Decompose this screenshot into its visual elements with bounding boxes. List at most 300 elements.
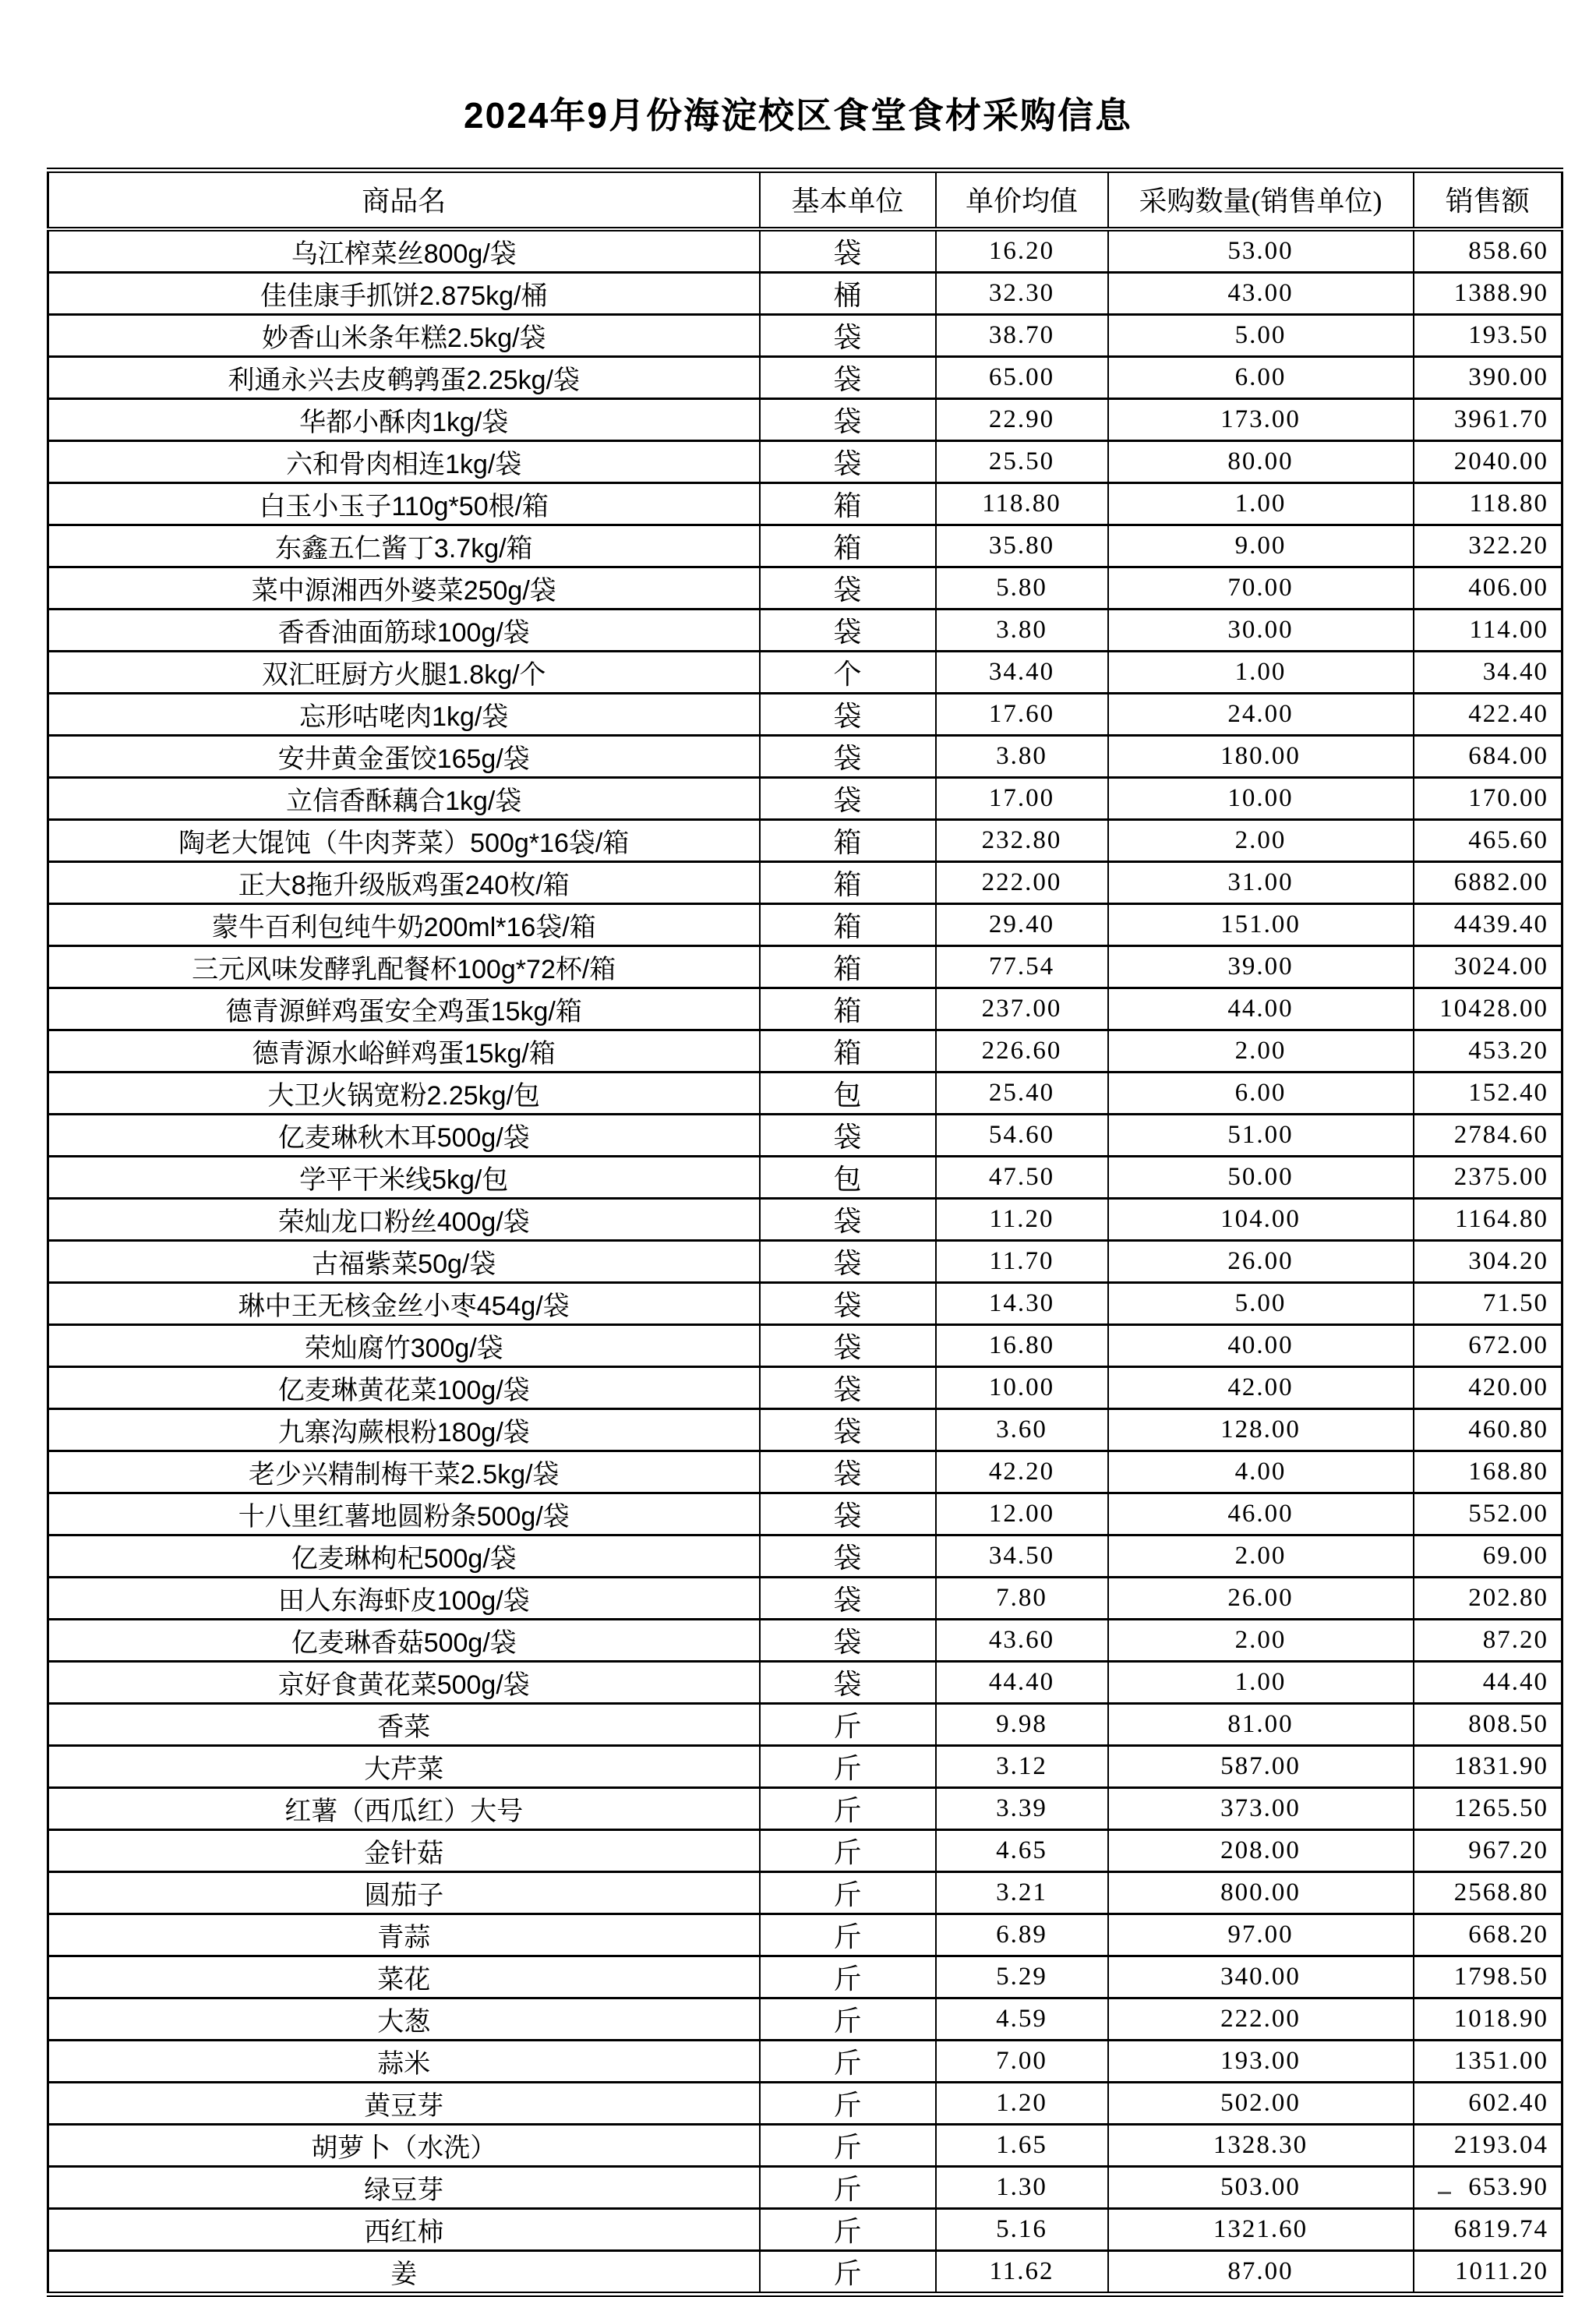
cell-avg-unit-price: 222.00 xyxy=(936,861,1108,903)
table-row xyxy=(48,2082,1562,2124)
cell-base-unit: 袋 xyxy=(760,1408,936,1451)
cell-base-unit: 袋 xyxy=(760,1661,936,1703)
cell-product-name: 西红柿 xyxy=(48,2208,760,2250)
cell-product-name: 六和骨肉相连1kg/袋 xyxy=(48,440,760,482)
cell-sales-amount: 114.00 xyxy=(1414,609,1562,651)
cell-purchase-quantity: 502.00 xyxy=(1108,2082,1414,2124)
cell-base-unit: 袋 xyxy=(760,1493,936,1535)
cell-purchase-quantity: 26.00 xyxy=(1108,1240,1414,1282)
cell-avg-unit-price: 25.50 xyxy=(936,440,1108,482)
cell-product-name: 忘形咕咾肉1kg/袋 xyxy=(48,693,760,735)
cell-base-unit: 袋 xyxy=(760,356,936,398)
cell-product-name: 白玉小玉子110g*50根/箱 xyxy=(48,482,760,525)
col-header-sales-amount: 销售额 xyxy=(1414,171,1562,229)
cell-base-unit: 桶 xyxy=(760,272,936,314)
cell-sales-amount: 6882.00 xyxy=(1414,861,1562,903)
cell-purchase-quantity: 31.00 xyxy=(1108,861,1414,903)
cell-sales-amount: 2193.04 xyxy=(1414,2124,1562,2166)
cell-sales-amount: 87.20 xyxy=(1414,1619,1562,1661)
cell-sales-amount: 1265.50 xyxy=(1414,1787,1562,1829)
cell-product-name: 十八里红薯地圆粉条500g/袋 xyxy=(48,1493,760,1535)
cell-product-name: 东鑫五仁酱丁3.7kg/箱 xyxy=(48,525,760,567)
header-row xyxy=(48,171,1562,229)
table-row xyxy=(48,1661,1562,1703)
table-row xyxy=(48,735,1562,777)
cell-purchase-quantity: 10.00 xyxy=(1108,777,1414,819)
cell-purchase-quantity: 1.00 xyxy=(1108,1661,1414,1703)
cell-avg-unit-price: 5.80 xyxy=(936,567,1108,609)
cell-sales-amount: 10428.00 xyxy=(1414,988,1562,1030)
table-row xyxy=(48,693,1562,735)
cell-product-name: 香香油面筋球100g/袋 xyxy=(48,609,760,651)
cell-purchase-quantity: 587.00 xyxy=(1108,1745,1414,1787)
cell-product-name: 九寨沟蕨根粉180g/袋 xyxy=(48,1408,760,1451)
cell-product-name: 安井黄金蛋饺165g/袋 xyxy=(48,735,760,777)
cell-avg-unit-price: 7.00 xyxy=(936,2040,1108,2082)
cell-product-name: 姜 xyxy=(48,2250,760,2294)
cell-sales-amount: 1831.90 xyxy=(1414,1745,1562,1787)
cell-purchase-quantity: 40.00 xyxy=(1108,1324,1414,1366)
cell-product-name: 菜花 xyxy=(48,1956,760,1998)
cell-base-unit: 斤 xyxy=(760,2166,936,2208)
cell-base-unit: 斤 xyxy=(760,1914,936,1956)
cell-purchase-quantity: 50.00 xyxy=(1108,1156,1414,1198)
table-row xyxy=(48,1577,1562,1619)
cell-sales-amount: 69.00 xyxy=(1414,1535,1562,1577)
cell-product-name: 青蒜 xyxy=(48,1914,760,1956)
table-row xyxy=(48,1745,1562,1787)
cell-base-unit: 袋 xyxy=(760,609,936,651)
table-row xyxy=(48,567,1562,609)
cell-product-name: 陶老大馄饨（牛肉荠菜）500g*16袋/箱 xyxy=(48,819,760,861)
cell-product-name: 胡萝卜（水洗） xyxy=(48,2124,760,2166)
cell-avg-unit-price: 12.00 xyxy=(936,1493,1108,1535)
cell-sales-amount: 420.00 xyxy=(1414,1366,1562,1408)
cell-purchase-quantity: 43.00 xyxy=(1108,272,1414,314)
procurement-table xyxy=(47,168,1563,2297)
col-header-base-unit: 基本单位 xyxy=(760,171,936,229)
cell-base-unit: 袋 xyxy=(760,777,936,819)
cell-product-name: 佳佳康手抓饼2.875kg/桶 xyxy=(48,272,760,314)
table-row xyxy=(48,1030,1562,1072)
table-row xyxy=(48,1408,1562,1451)
cell-base-unit: 箱 xyxy=(760,988,936,1030)
cell-avg-unit-price: 38.70 xyxy=(936,314,1108,356)
cell-base-unit: 斤 xyxy=(760,1787,936,1829)
cell-product-name: 大卫火锅宽粉2.25kg/包 xyxy=(48,1072,760,1114)
cell-sales-amount: 552.00 xyxy=(1414,1493,1562,1535)
cell-base-unit: 箱 xyxy=(760,482,936,525)
cell-base-unit: 袋 xyxy=(760,229,936,273)
table-row xyxy=(48,1198,1562,1240)
table-row xyxy=(48,440,1562,482)
cell-product-name: 德青源水峪鲜鸡蛋15kg/箱 xyxy=(48,1030,760,1072)
cell-base-unit: 箱 xyxy=(760,525,936,567)
cell-sales-amount: 1164.80 xyxy=(1414,1198,1562,1240)
cell-product-name: 红薯（西瓜红）大号 xyxy=(48,1787,760,1829)
table-row xyxy=(48,229,1562,273)
cell-base-unit: 袋 xyxy=(760,1619,936,1661)
cell-purchase-quantity: 173.00 xyxy=(1108,398,1414,440)
table-row xyxy=(48,609,1562,651)
cell-avg-unit-price: 77.54 xyxy=(936,945,1108,988)
cell-avg-unit-price: 43.60 xyxy=(936,1619,1108,1661)
cell-avg-unit-price: 10.00 xyxy=(936,1366,1108,1408)
cell-base-unit: 斤 xyxy=(760,1956,936,1998)
cell-product-name: 京好食黄花菜500g/袋 xyxy=(48,1661,760,1703)
cell-product-name: 大葱 xyxy=(48,1998,760,2040)
table-row xyxy=(48,525,1562,567)
cell-purchase-quantity: 800.00 xyxy=(1108,1871,1414,1914)
table-row xyxy=(48,2208,1562,2250)
cell-base-unit: 袋 xyxy=(760,1282,936,1324)
cell-sales-amount: 422.40 xyxy=(1414,693,1562,735)
table-row xyxy=(48,1324,1562,1366)
cell-base-unit: 箱 xyxy=(760,1030,936,1072)
table-row xyxy=(48,1914,1562,1956)
cell-avg-unit-price: 29.40 xyxy=(936,903,1108,945)
cell-base-unit: 斤 xyxy=(760,1998,936,2040)
cell-purchase-quantity: 24.00 xyxy=(1108,693,1414,735)
cell-purchase-quantity: 5.00 xyxy=(1108,314,1414,356)
cell-purchase-quantity: 46.00 xyxy=(1108,1493,1414,1535)
cell-sales-amount: 304.20 xyxy=(1414,1240,1562,1282)
cell-base-unit: 斤 xyxy=(760,2040,936,2082)
cell-sales-amount: 152.40 xyxy=(1414,1072,1562,1114)
cell-purchase-quantity: 4.00 xyxy=(1108,1451,1414,1493)
table-row xyxy=(48,2250,1562,2294)
cell-purchase-quantity: 80.00 xyxy=(1108,440,1414,482)
cell-purchase-quantity: 2.00 xyxy=(1108,819,1414,861)
cell-avg-unit-price: 16.20 xyxy=(936,229,1108,273)
cell-avg-unit-price: 34.40 xyxy=(936,651,1108,693)
cell-avg-unit-price: 9.98 xyxy=(936,1703,1108,1745)
cell-sales-amount: 1011.20 xyxy=(1414,2250,1562,2294)
table-row xyxy=(48,1787,1562,1829)
cell-base-unit: 袋 xyxy=(760,1198,936,1240)
cell-avg-unit-price: 3.12 xyxy=(936,1745,1108,1787)
cell-avg-unit-price: 1.65 xyxy=(936,2124,1108,2166)
cell-product-name: 古福紫菜50g/袋 xyxy=(48,1240,760,1282)
cell-purchase-quantity: 1321.60 xyxy=(1108,2208,1414,2250)
cell-avg-unit-price: 5.29 xyxy=(936,1956,1108,1998)
cell-purchase-quantity: 53.00 xyxy=(1108,229,1414,273)
cell-avg-unit-price: 16.80 xyxy=(936,1324,1108,1366)
cell-avg-unit-price: 14.30 xyxy=(936,1282,1108,1324)
cell-purchase-quantity: 81.00 xyxy=(1108,1703,1414,1745)
cell-purchase-quantity: 42.00 xyxy=(1108,1366,1414,1408)
cell-base-unit: 斤 xyxy=(760,2250,936,2294)
cell-base-unit: 袋 xyxy=(760,567,936,609)
cell-avg-unit-price: 44.40 xyxy=(936,1661,1108,1703)
cell-avg-unit-price: 3.80 xyxy=(936,609,1108,651)
cell-base-unit: 包 xyxy=(760,1072,936,1114)
cell-sales-amount: 453.20 xyxy=(1414,1030,1562,1072)
cell-base-unit: 袋 xyxy=(760,735,936,777)
table-row xyxy=(48,2040,1562,2082)
col-header-purchase-quantity: 采购数量(销售单位) xyxy=(1108,171,1414,229)
cell-sales-amount: 4439.40 xyxy=(1414,903,1562,945)
table-row xyxy=(48,1366,1562,1408)
table-row xyxy=(48,988,1562,1030)
cell-avg-unit-price: 237.00 xyxy=(936,988,1108,1030)
cell-purchase-quantity: 128.00 xyxy=(1108,1408,1414,1451)
table-row xyxy=(48,819,1562,861)
cell-avg-unit-price: 11.70 xyxy=(936,1240,1108,1282)
cell-product-name: 乌江榨菜丝800g/袋 xyxy=(48,229,760,273)
cell-avg-unit-price: 17.60 xyxy=(936,693,1108,735)
cell-purchase-quantity: 222.00 xyxy=(1108,1998,1414,2040)
cell-sales-amount: 322.20 xyxy=(1414,525,1562,567)
cell-base-unit: 袋 xyxy=(760,1451,936,1493)
cell-purchase-quantity: 340.00 xyxy=(1108,1956,1414,1998)
cell-purchase-quantity: 6.00 xyxy=(1108,1072,1414,1114)
cell-sales-amount: 34.40 xyxy=(1414,651,1562,693)
table-row xyxy=(48,1156,1562,1198)
cell-base-unit: 斤 xyxy=(760,1871,936,1914)
cell-avg-unit-price: 4.65 xyxy=(936,1829,1108,1871)
cell-base-unit: 斤 xyxy=(760,2124,936,2166)
cell-avg-unit-price: 35.80 xyxy=(936,525,1108,567)
cell-purchase-quantity: 151.00 xyxy=(1108,903,1414,945)
table-header xyxy=(48,171,1562,229)
cell-avg-unit-price: 3.39 xyxy=(936,1787,1108,1829)
cell-avg-unit-price: 226.60 xyxy=(936,1030,1108,1072)
cell-avg-unit-price: 34.50 xyxy=(936,1535,1108,1577)
cell-sales-amount: 202.80 xyxy=(1414,1577,1562,1619)
table-row xyxy=(48,2124,1562,2166)
cell-purchase-quantity: 373.00 xyxy=(1108,1787,1414,1829)
cell-purchase-quantity: 30.00 xyxy=(1108,609,1414,651)
cell-purchase-quantity: 2.00 xyxy=(1108,1619,1414,1661)
cell-avg-unit-price: 1.30 xyxy=(936,2166,1108,2208)
cell-sales-amount: 6819.74 xyxy=(1414,2208,1562,2250)
cell-purchase-quantity: 1328.30 xyxy=(1108,2124,1414,2166)
cell-product-name: 田人东海虾皮100g/袋 xyxy=(48,1577,760,1619)
table-row xyxy=(48,945,1562,988)
cell-base-unit: 袋 xyxy=(760,398,936,440)
cell-product-name: 学平干米线5kg/包 xyxy=(48,1156,760,1198)
cell-base-unit: 箱 xyxy=(760,945,936,988)
table-row xyxy=(48,314,1562,356)
cell-avg-unit-price: 47.50 xyxy=(936,1156,1108,1198)
cell-avg-unit-price: 3.80 xyxy=(936,735,1108,777)
cell-sales-amount: 653.90 xyxy=(1414,2166,1562,2208)
cell-base-unit: 箱 xyxy=(760,861,936,903)
cell-avg-unit-price: 4.59 xyxy=(936,1998,1108,2040)
cell-avg-unit-price: 1.20 xyxy=(936,2082,1108,2124)
cell-product-name: 蒙牛百利包纯牛奶200ml*16袋/箱 xyxy=(48,903,760,945)
cell-avg-unit-price: 11.62 xyxy=(936,2250,1108,2294)
cell-purchase-quantity: 208.00 xyxy=(1108,1829,1414,1871)
cell-purchase-quantity: 180.00 xyxy=(1108,735,1414,777)
cell-purchase-quantity: 5.00 xyxy=(1108,1282,1414,1324)
cell-base-unit: 袋 xyxy=(760,314,936,356)
cell-purchase-quantity: 39.00 xyxy=(1108,945,1414,988)
cell-sales-amount: 170.00 xyxy=(1414,777,1562,819)
col-header-product-name: 商品名 xyxy=(48,171,760,229)
cell-sales-amount: 44.40 xyxy=(1414,1661,1562,1703)
cell-base-unit: 袋 xyxy=(760,1366,936,1408)
cell-product-name: 华都小酥肉1kg/袋 xyxy=(48,398,760,440)
cell-sales-amount: 193.50 xyxy=(1414,314,1562,356)
cell-purchase-quantity: 1.00 xyxy=(1108,651,1414,693)
table-row xyxy=(48,1703,1562,1745)
table-row xyxy=(48,482,1562,525)
table-row xyxy=(48,1871,1562,1914)
cell-product-name: 荣灿腐竹300g/袋 xyxy=(48,1324,760,1366)
cell-base-unit: 斤 xyxy=(760,1829,936,1871)
cell-product-name: 亿麦琳枸杞500g/袋 xyxy=(48,1535,760,1577)
cell-avg-unit-price: 3.60 xyxy=(936,1408,1108,1451)
table-row xyxy=(48,398,1562,440)
cell-sales-amount: 465.60 xyxy=(1414,819,1562,861)
table-row xyxy=(48,1829,1562,1871)
cell-purchase-quantity: 87.00 xyxy=(1108,2250,1414,2294)
cell-sales-amount: 672.00 xyxy=(1414,1324,1562,1366)
cell-sales-amount: 668.20 xyxy=(1414,1914,1562,1956)
table-row xyxy=(48,356,1562,398)
cell-base-unit: 袋 xyxy=(760,1535,936,1577)
cell-base-unit: 袋 xyxy=(760,1324,936,1366)
cell-avg-unit-price: 6.89 xyxy=(936,1914,1108,1956)
table-row xyxy=(48,1998,1562,2040)
table-row xyxy=(48,1956,1562,1998)
cell-product-name: 利通永兴去皮鹌鹑蛋2.25kg/袋 xyxy=(48,356,760,398)
cell-sales-amount: 1388.90 xyxy=(1414,272,1562,314)
cell-sales-amount: 602.40 xyxy=(1414,2082,1562,2124)
cell-base-unit: 斤 xyxy=(760,2082,936,2124)
cell-avg-unit-price: 3.21 xyxy=(936,1871,1108,1914)
table-row xyxy=(48,1535,1562,1577)
cell-base-unit: 斤 xyxy=(760,1703,936,1745)
cell-sales-amount: 1351.00 xyxy=(1414,2040,1562,2082)
cell-product-name: 菜中源湘西外婆菜250g/袋 xyxy=(48,567,760,609)
table-row xyxy=(48,651,1562,693)
cell-base-unit: 包 xyxy=(760,1156,936,1198)
col-header-avg-unit-price: 单价均值 xyxy=(936,171,1108,229)
cell-purchase-quantity: 104.00 xyxy=(1108,1198,1414,1240)
cell-purchase-quantity: 97.00 xyxy=(1108,1914,1414,1956)
cell-product-name: 圆茄子 xyxy=(48,1871,760,1914)
cell-avg-unit-price: 5.16 xyxy=(936,2208,1108,2250)
cell-sales-amount: 858.60 xyxy=(1414,229,1562,273)
table-row xyxy=(48,272,1562,314)
cell-purchase-quantity: 2.00 xyxy=(1108,1535,1414,1577)
cell-sales-amount: 2040.00 xyxy=(1414,440,1562,482)
cell-product-name: 黄豆芽 xyxy=(48,2082,760,2124)
cell-product-name: 琳中王无核金丝小枣454g/袋 xyxy=(48,1282,760,1324)
cell-product-name: 立信香酥藕合1kg/袋 xyxy=(48,777,760,819)
cell-purchase-quantity: 1.00 xyxy=(1108,482,1414,525)
cell-product-name: 亿麦琳秋木耳500g/袋 xyxy=(48,1114,760,1156)
cell-avg-unit-price: 65.00 xyxy=(936,356,1108,398)
table-row xyxy=(48,2166,1562,2208)
cell-sales-amount: 3024.00 xyxy=(1414,945,1562,988)
cell-avg-unit-price: 42.20 xyxy=(936,1451,1108,1493)
cell-purchase-quantity: 44.00 xyxy=(1108,988,1414,1030)
cell-product-name: 亿麦琳黄花菜100g/袋 xyxy=(48,1366,760,1408)
cell-product-name: 亿麦琳香菇500g/袋 xyxy=(48,1619,760,1661)
table-row xyxy=(48,1282,1562,1324)
cell-purchase-quantity: 9.00 xyxy=(1108,525,1414,567)
cell-base-unit: 斤 xyxy=(760,2208,936,2250)
cell-sales-amount: 3961.70 xyxy=(1414,398,1562,440)
cell-avg-unit-price: 32.30 xyxy=(936,272,1108,314)
table-row xyxy=(48,903,1562,945)
cell-sales-amount: 2784.60 xyxy=(1414,1114,1562,1156)
cell-sales-amount: 1798.50 xyxy=(1414,1956,1562,1998)
cell-product-name: 金针菇 xyxy=(48,1829,760,1871)
cell-avg-unit-price: 25.40 xyxy=(936,1072,1108,1114)
table-row xyxy=(48,1451,1562,1493)
cell-product-name: 老少兴精制梅干菜2.5kg/袋 xyxy=(48,1451,760,1493)
page-footer-dash xyxy=(1438,2192,1451,2194)
cell-product-name: 香菜 xyxy=(48,1703,760,1745)
table-row xyxy=(48,861,1562,903)
cell-avg-unit-price: 232.80 xyxy=(936,819,1108,861)
cell-avg-unit-price: 11.20 xyxy=(936,1198,1108,1240)
cell-product-name: 妙香山米条年糕2.5kg/袋 xyxy=(48,314,760,356)
cell-avg-unit-price: 118.80 xyxy=(936,482,1108,525)
cell-sales-amount: 2375.00 xyxy=(1414,1156,1562,1198)
cell-product-name: 正大8拖升级版鸡蛋240枚/箱 xyxy=(48,861,760,903)
cell-purchase-quantity: 51.00 xyxy=(1108,1114,1414,1156)
table-row xyxy=(48,1493,1562,1535)
cell-sales-amount: 1018.90 xyxy=(1414,1998,1562,2040)
cell-product-name: 荣灿龙口粉丝400g/袋 xyxy=(48,1198,760,1240)
cell-purchase-quantity: 70.00 xyxy=(1108,567,1414,609)
cell-base-unit: 袋 xyxy=(760,693,936,735)
cell-avg-unit-price: 7.80 xyxy=(936,1577,1108,1619)
cell-sales-amount: 168.80 xyxy=(1414,1451,1562,1493)
table-row xyxy=(48,1114,1562,1156)
cell-product-name: 绿豆芽 xyxy=(48,2166,760,2208)
cell-avg-unit-price: 54.60 xyxy=(936,1114,1108,1156)
cell-sales-amount: 808.50 xyxy=(1414,1703,1562,1745)
cell-base-unit: 袋 xyxy=(760,1577,936,1619)
cell-base-unit: 袋 xyxy=(760,440,936,482)
cell-base-unit: 箱 xyxy=(760,819,936,861)
cell-product-name: 双汇旺厨方火腿1.8kg/个 xyxy=(48,651,760,693)
cell-sales-amount: 2568.80 xyxy=(1414,1871,1562,1914)
cell-product-name: 蒜米 xyxy=(48,2040,760,2082)
cell-base-unit: 个 xyxy=(760,651,936,693)
cell-purchase-quantity: 26.00 xyxy=(1108,1577,1414,1619)
cell-base-unit: 斤 xyxy=(760,1745,936,1787)
cell-purchase-quantity: 2.00 xyxy=(1108,1030,1414,1072)
table-body xyxy=(48,229,1562,2295)
cell-sales-amount: 684.00 xyxy=(1414,735,1562,777)
cell-base-unit: 袋 xyxy=(760,1114,936,1156)
cell-sales-amount: 406.00 xyxy=(1414,567,1562,609)
table-row xyxy=(48,1240,1562,1282)
cell-purchase-quantity: 193.00 xyxy=(1108,2040,1414,2082)
cell-product-name: 大芹菜 xyxy=(48,1745,760,1787)
cell-purchase-quantity: 503.00 xyxy=(1108,2166,1414,2208)
cell-base-unit: 袋 xyxy=(760,1240,936,1282)
page-title: 2024年9月份海淀校区食堂食材采购信息 xyxy=(464,95,1132,136)
table-row xyxy=(48,1619,1562,1661)
cell-avg-unit-price: 17.00 xyxy=(936,777,1108,819)
cell-sales-amount: 967.20 xyxy=(1414,1829,1562,1871)
cell-purchase-quantity: 6.00 xyxy=(1108,356,1414,398)
cell-base-unit: 箱 xyxy=(760,903,936,945)
table-row xyxy=(48,777,1562,819)
cell-sales-amount: 71.50 xyxy=(1414,1282,1562,1324)
cell-avg-unit-price: 22.90 xyxy=(936,398,1108,440)
cell-sales-amount: 460.80 xyxy=(1414,1408,1562,1451)
